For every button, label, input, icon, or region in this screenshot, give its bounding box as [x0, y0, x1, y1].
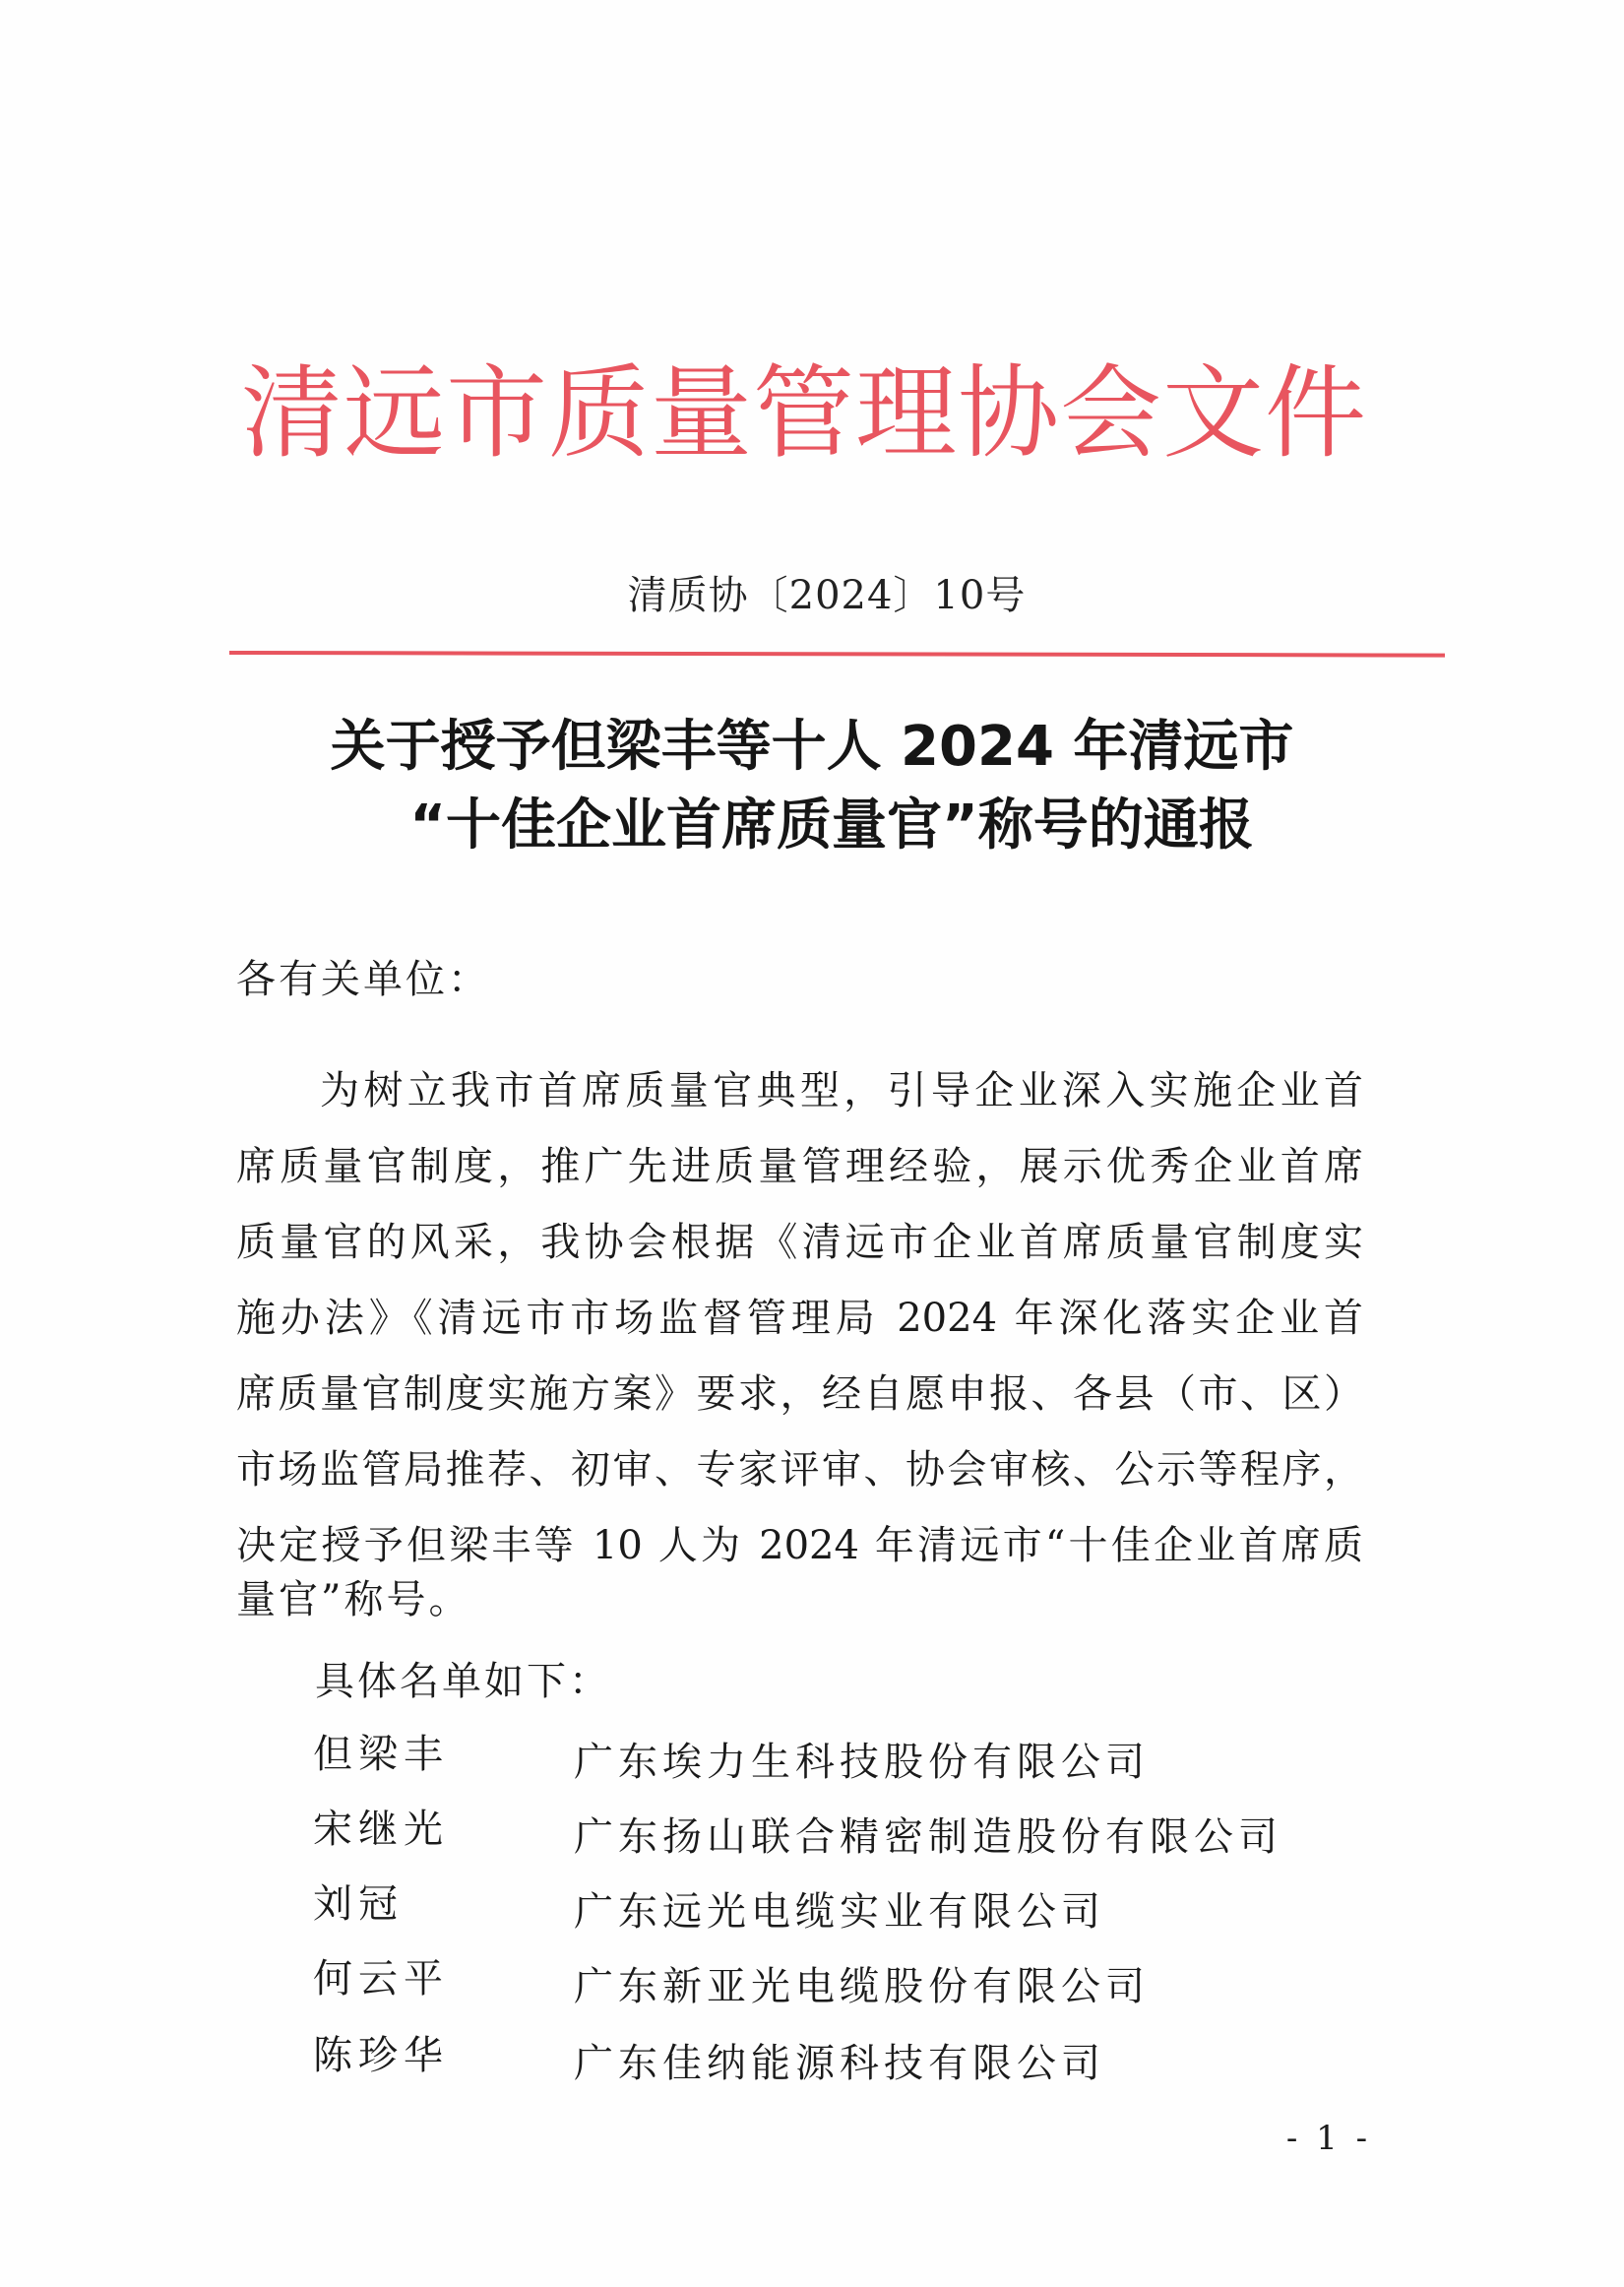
awardee-company: 广东新亚光电缆股份有限公司 — [574, 1964, 1150, 2009]
awardee-name: 刘冠 — [313, 1881, 404, 1927]
body-paragraph-line: 为树立我市首席质量官典型，引导企业深入实施企业首 — [320, 1068, 1363, 1113]
page-number: - 1 - — [1285, 2119, 1372, 2158]
document-number: 清质协〔2024〕10号 — [627, 573, 1027, 618]
red-divider-line — [229, 651, 1445, 658]
body-paragraph-line: 席质量官制度，推广先进质量管理经验，展示优秀企业首席 — [236, 1144, 1363, 1189]
body-paragraph-line: 施办法》《清远市市场监督管理局 2024 年深化落实企业首 — [236, 1296, 1363, 1341]
body-paragraph-line: 决定授予但梁丰等 10 人为 2024 年清远市“十佳企业首席质 — [236, 1523, 1363, 1568]
list-item — [0, 1949, 1624, 2008]
notice-title-line-2: “十佳企业首席质量官”称号的通报 — [409, 794, 1254, 858]
awardee-company: 广东埃力生科技股份有限公司 — [574, 1740, 1150, 1785]
awardee-name: 何云平 — [313, 1956, 449, 2001]
list-item — [0, 1800, 1624, 1859]
awardee-name: 宋继光 — [313, 1807, 449, 1852]
list-intro: 具体名单如下： — [315, 1659, 611, 1704]
awardee-company: 广东佳纳能源科技有限公司 — [574, 2041, 1105, 2086]
list-item — [0, 2026, 1624, 2085]
masthead-title: 清远市质量管理协会文件 — [241, 354, 1367, 473]
awardee-company: 广东扬山联合精密制造股份有限公司 — [574, 1814, 1282, 1860]
awardee-name: 但梁丰 — [313, 1732, 449, 1777]
list-item — [0, 1874, 1624, 1934]
notice-title-line-1: 关于授予但梁丰等十人 2024 年清远市 — [330, 715, 1294, 779]
awardee-company: 广东远光电缆实业有限公司 — [574, 1889, 1105, 1935]
awardee-name: 陈珍华 — [313, 2033, 449, 2078]
body-paragraph-line: 席质量官制度实施方案》要求，经自愿申报、各县（市、区） — [236, 1371, 1363, 1417]
body-paragraph-line: 量官”称号。 — [236, 1577, 471, 1622]
list-item — [0, 1725, 1624, 1784]
body-paragraph-line: 市场监管局推荐、初审、专家评审、协会审核、公示等程序， — [236, 1447, 1363, 1493]
body-paragraph-line: 质量官的风采，我协会根据《清远市企业首席质量官制度实 — [236, 1220, 1363, 1265]
salutation: 各有关单位： — [236, 957, 490, 1002]
